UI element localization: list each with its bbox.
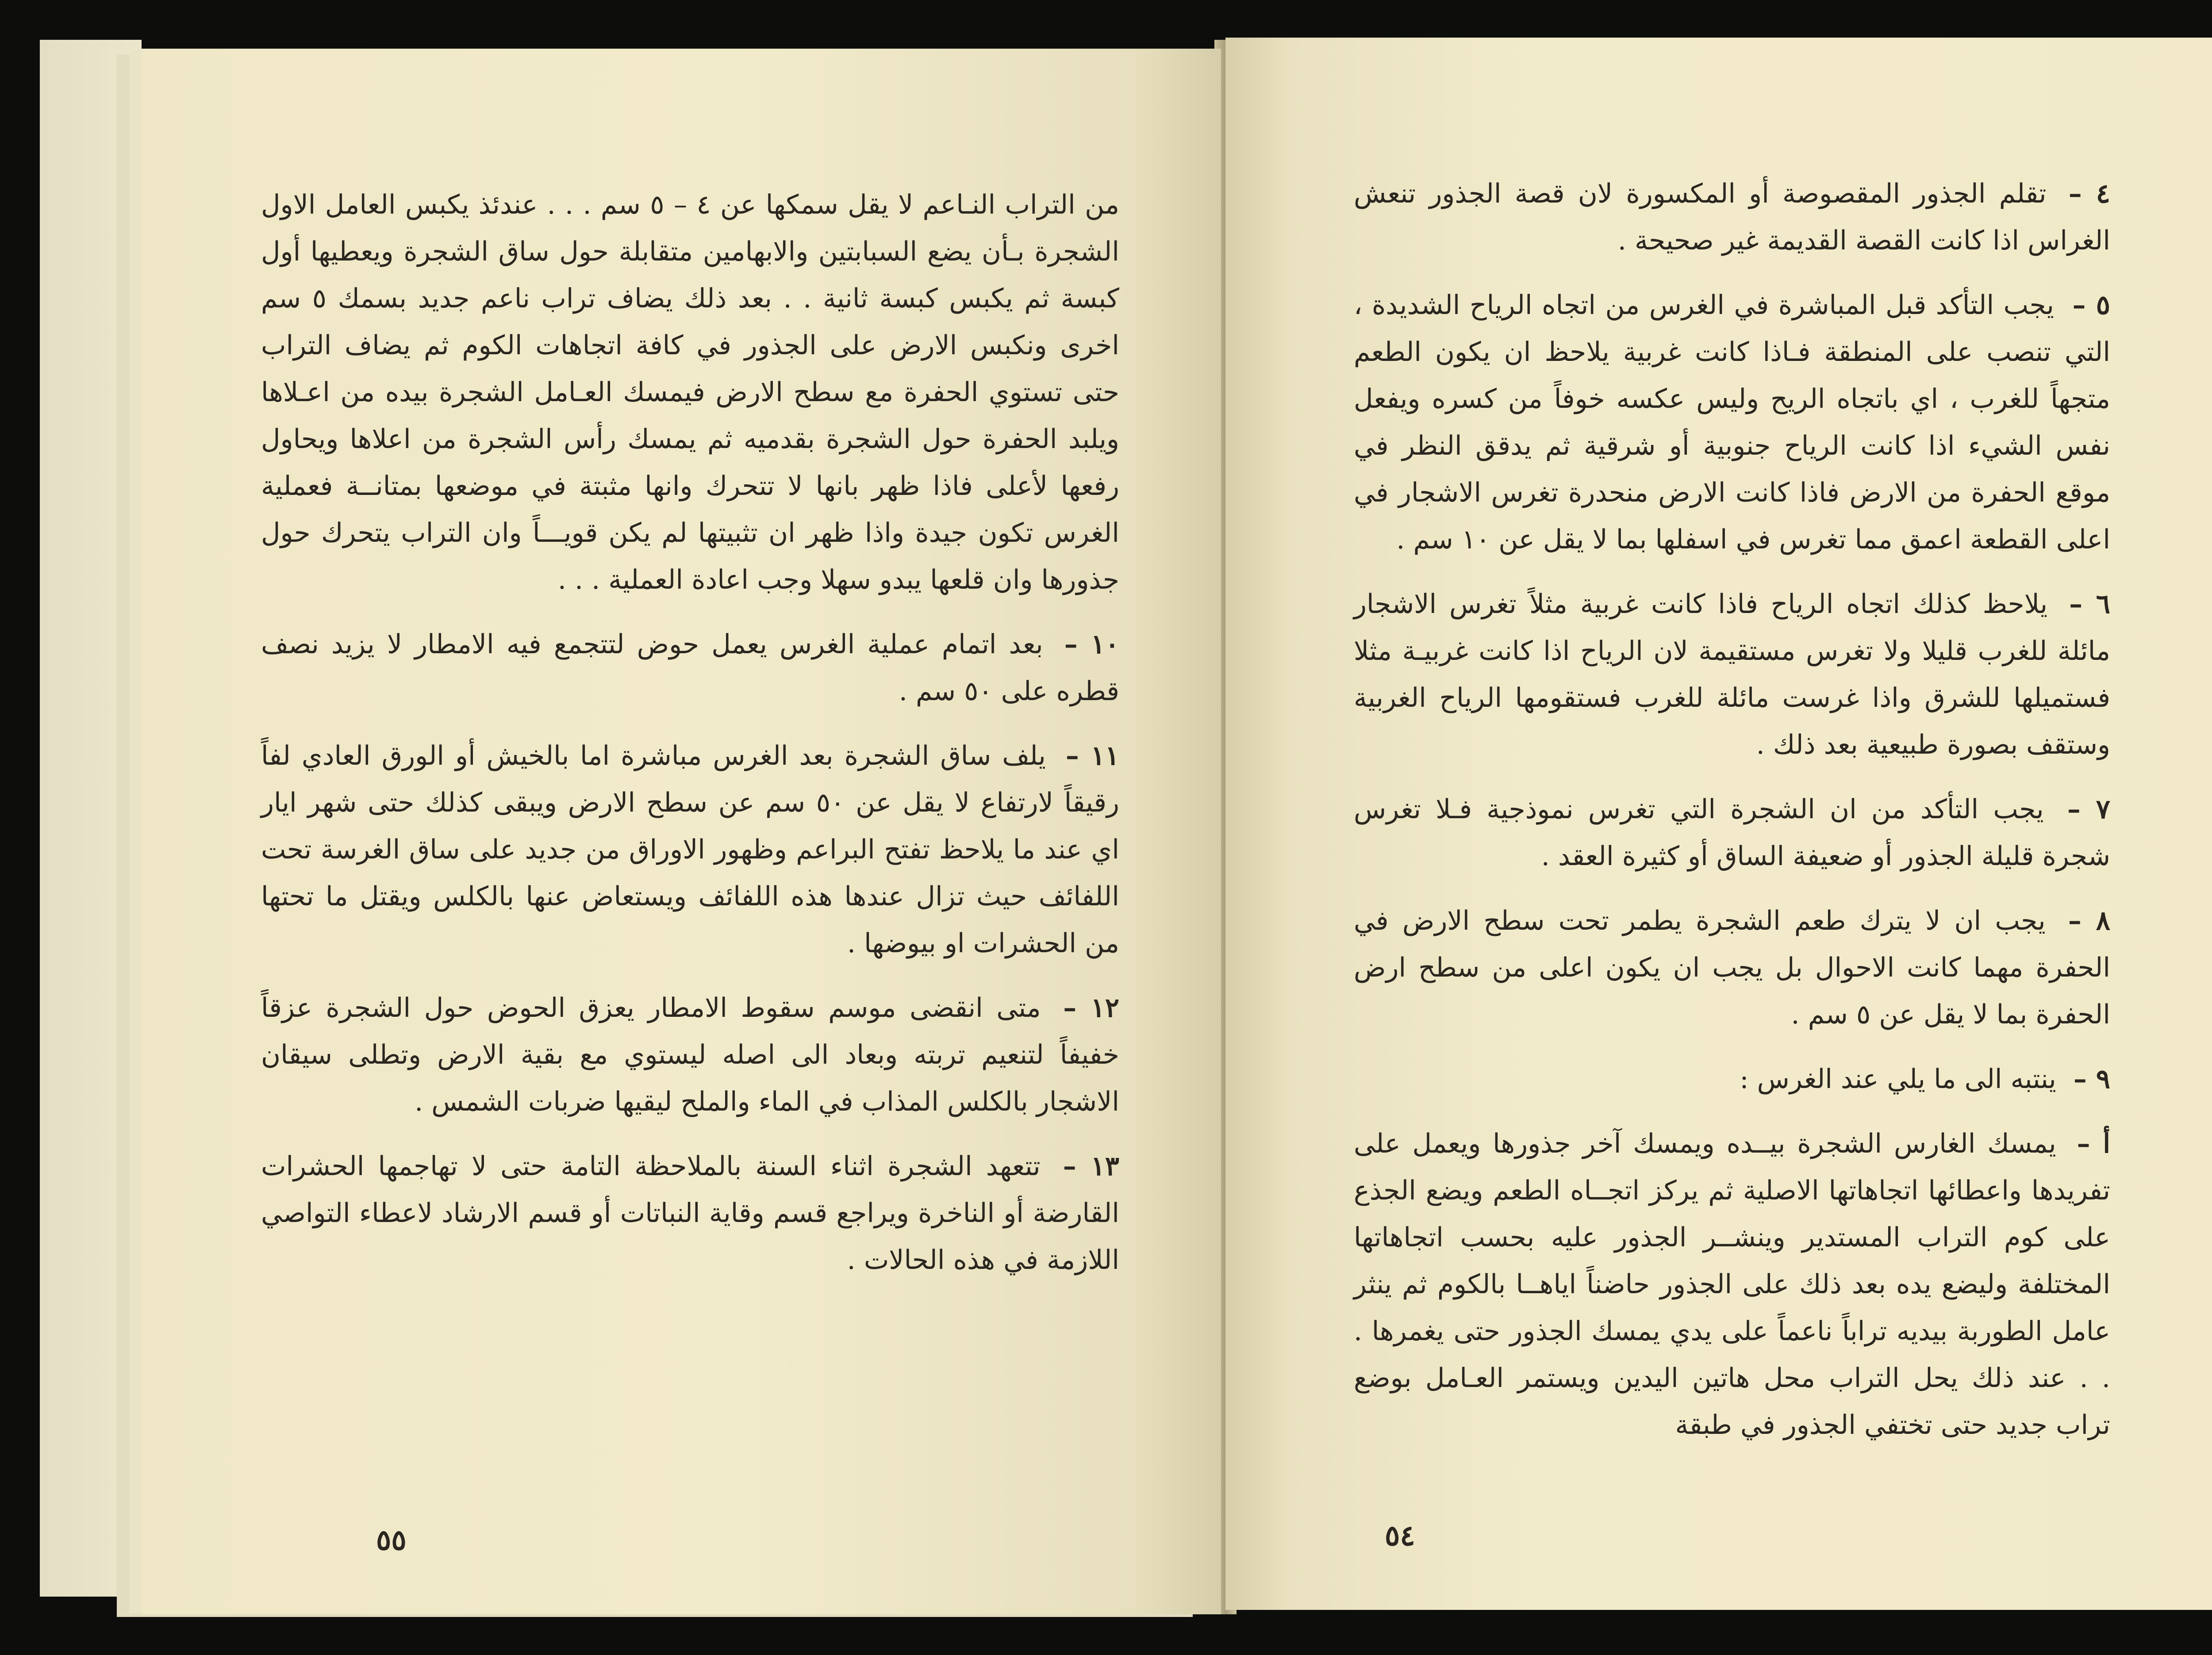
right-item-4 bbox=[1354, 170, 2110, 264]
left-item-11 bbox=[261, 732, 1119, 967]
item-text: يمسك الغارس الشجرة بيــده ويمسك آخر جذورها ويعمل على تفريدها واعطائها اتجاهاتها الاصلية ثم يركز اتجــاه الطعم ويضع الجذع على كوم التراب المستدير وينشــر الجذور عليه بحسب اتجاهاتها المختلفة وليضع يده بعد ذلك على الجذور حاضناً اياهــا بالكوم ثم ينثر عامل الطوربة بيديه تراباً ناعماً على يدي يمسك الجذور حتى يغمرها . . . عند ذلك يحل التراب محل هاتين اليدين ويستمر العـامل بوضع تراب جديد حتى تختفي الجذور في طبقة bbox=[1354, 1128, 2110, 1440]
left-item-12 bbox=[261, 985, 1119, 1125]
item-text: يجب ان لا يترك طعم الشجرة يطمر تحت سطح الارض في الحفرة مهما كانت الاحوال بل يجب ان يكون اعلى من سطح ارض الحفرة بما لا يقل عن ٥ سم . bbox=[1354, 905, 2110, 1030]
right-subitem-a bbox=[1354, 1120, 2110, 1448]
page-number-left: ٥٥ bbox=[376, 1524, 407, 1557]
item-text: يجب التأكد من ان الشجرة التي تغرس نموذجية فـلا تغرس شجرة قليلة الجذور أو ضعيفة الساق أو كثيرة العقد . bbox=[1354, 794, 2110, 872]
item-number: ١٣ – bbox=[1063, 1151, 1119, 1182]
item-number: ١٠ – bbox=[1064, 629, 1120, 660]
item-number: ٩ – bbox=[2073, 1064, 2110, 1095]
left-item-13 bbox=[261, 1143, 1119, 1283]
item-number: ٧ – bbox=[2067, 794, 2110, 825]
left-item-10 bbox=[261, 621, 1119, 715]
item-text: ينتبه الى ما يلي عند الغرس : bbox=[1740, 1064, 2056, 1095]
item-text: من التراب النـاعم لا يقل سمكها عن ٤ – ٥ سم . . . عندئذ يكبس العامل الاول الشجرة بـأن يضع السبابتين والابهامين متقابلة حول ساق الشجرة ويعطيها أول كبسة ثم يكبس كبسة ثانية . . بعد ذلك يضاف تراب ناعم جديد بسمك ٥ سم اخرى ونكبس الارض على الجذور في كافة اتجاهات الكوم ثم يضاف التراب حتى تستوي الحفرة مع سطح الارض فيمسك العـامل الشجرة بيده من اعـلاها ويلبد الحفرة حول الشجرة بقدميه ثم يمسك رأس الشجرة من اعلاها ويحاول رفعها لأعلى فاذا ظهر بانها لا تتحرك وانها مثبتة في موضعها بمتانــة فعملية الغرس تكون جيدة واذا ظهر ان تثبيتها لم يكن قويـــاً وان التراب يتحرك حول جذورها وان قلعها يبدو سهلا وجب اعادة العملية . . . bbox=[261, 189, 1119, 595]
item-text: بعد اتمام عملية الغرس يعمل حوض لتتجمع فيه الامطار لا يزيد نصف قطره على ٥٠ سم . bbox=[261, 629, 1119, 707]
item-number: ١١ – bbox=[1065, 740, 1119, 771]
page-number-right: ٥٤ bbox=[1385, 1519, 1415, 1552]
right-item-6 bbox=[1354, 581, 2110, 768]
right-item-8 bbox=[1354, 897, 2110, 1038]
right-page bbox=[1225, 38, 2212, 1610]
item-text: متى انقضى موسم سقوط الامطار يعزق الحوض حول الشجرة عزقاً خفيفاً لتنعيم تربته وبعاد الى اصله ليستوي مع بقية الارض وتطلى سيقان الاشجار بالكلس المذاب في الماء والملح ليقيها ضربات الشمس . bbox=[261, 992, 1119, 1117]
item-text: يلف ساق الشجرة بعد الغرس مباشرة اما بالخيش أو الورق العادي لفاً رقيقاً لارتفاع لا يقل عن ٥٠ سم عن سطح الارض ويبقى كذلك حتى شهر ايار اي عند ما يلاحظ تفتح البراعم وظهور الاوراق من جديد على ساق الغرسة تحت اللفائف حيث تزال عندها هذه اللفائف ويستعاض عنها بالكلس ويقتل ما تحتها من الحشرات او بيوضها . bbox=[261, 740, 1119, 959]
left-item-0 bbox=[261, 181, 1119, 603]
item-text: يلاحظ كذلك اتجاه الرياح فاذا كانت غربية مثلاً تغرس الاشجار مائلة للغرب قليلا ولا تغرس مستقيمة لان الرياح اذا كانت غربيـة مثلا فستميلها للشرق واذا غرست مائلة للغرب فستقومها الرياح الغربية وستقف بصورة طبيعية بعد ذلك . bbox=[1354, 589, 2110, 760]
item-text: يجب التأكد قبل المباشرة في الغرس من اتجاه الرياح الشديدة ، التي تنصب على المنطقة فـاذا كانت غربية يلاحظ ان يكون الطعم متجهاً للغرب ، اي باتجاه الريح وليس عكسه خوفاً من كسره ويفعل نفس الشيء اذا كانت الرياح جنوبية أو شرقية ثم يدقق النظر في موقع الحفرة من الارض فاذا كانت الارض منحدرة تغرس الاشجار في اعلى القطعة اعمق مما تغرس في اسفلها بما لا يقل عن ١٠ سم . bbox=[1354, 290, 2110, 555]
left-page bbox=[142, 49, 1221, 1614]
right-item-5 bbox=[1354, 282, 2110, 563]
item-number: ٦ – bbox=[2069, 589, 2111, 620]
item-text: تقلم الجذور المقصوصة أو المكسورة لان قصة الجذور تنعش الغراس اذا كانت القصة القديمة غير صحيحة . bbox=[1354, 178, 2110, 256]
item-number: ١٢ – bbox=[1063, 992, 1119, 1023]
subitem-letter: أ – bbox=[2077, 1128, 2110, 1159]
item-number: ٨ – bbox=[2068, 905, 2111, 936]
right-item-9 bbox=[1354, 1056, 2110, 1103]
item-number: ٤ – bbox=[2068, 178, 2111, 209]
right-item-7 bbox=[1354, 786, 2110, 880]
item-number: ٥ – bbox=[2072, 290, 2111, 321]
item-text: تتعهد الشجرة اثناء السنة بالملاحظة التامة حتى لا تهاجمها الحشرات القارضة أو الناخرة ويراجع قسم وقاية النباتات أو قسم الارشاد لاعطاء التواصي اللازمة في هذه الحالات . bbox=[261, 1151, 1119, 1276]
